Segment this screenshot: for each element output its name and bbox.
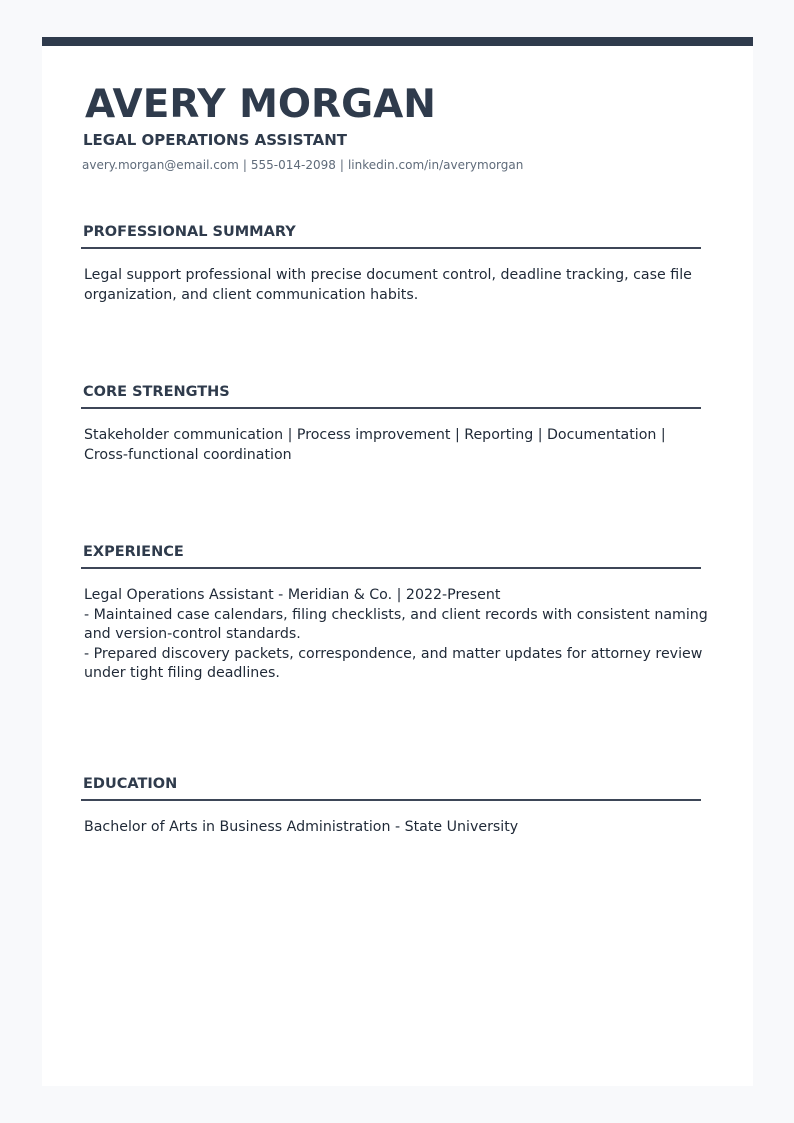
contact-phone[interactable]: 555-014-2098 (250, 158, 336, 172)
candidate-role: LEGAL OPERATIONS ASSISTANT (83, 131, 348, 149)
professional-summary-section (81, 222, 701, 305)
section-body (81, 586, 709, 684)
section-title: EDUCATION (83, 776, 178, 792)
education-section (81, 774, 701, 838)
resume-page (42, 37, 753, 1086)
section-divider (81, 799, 701, 801)
section-body (81, 426, 709, 465)
contact-linkedin[interactable]: linkedin.com/in/averymorgan (347, 158, 524, 172)
job-heading: Legal Operations Assistant - Meridian & Co. | 2022-Present (84, 587, 501, 603)
section-divider (81, 407, 701, 409)
section-divider (81, 247, 701, 249)
section-title: CORE STRENGTHS (83, 384, 230, 400)
education-text: Bachelor of Arts in Business Administration - State University (84, 819, 519, 835)
contact-separator: | (242, 158, 247, 172)
candidate-name: AVERY MORGAN (85, 82, 436, 127)
section-body (81, 266, 709, 305)
experience-bullet: - Maintained case calendars, filing checklists, and client records with consistent naming and version-control standards. (84, 606, 708, 642)
strengths-text: Stakeholder communication | Process improvement | Reporting | Documentation | Cross-functional coordination (84, 427, 666, 463)
contact-email[interactable]: avery.morgan@email.com (82, 158, 239, 172)
section-divider (81, 567, 701, 569)
summary-text: Legal support professional with precise document control, deadline tracking, case file organization, and client communication habits. (84, 267, 692, 303)
header-accent-bar (42, 37, 753, 46)
experience-bullet: - Prepared discovery packets, correspondence, and matter updates for attorney review under tight filing deadlines. (84, 645, 703, 681)
section-body (81, 818, 709, 838)
contact-line (82, 157, 523, 173)
section-title: EXPERIENCE (83, 544, 184, 560)
experience-section (81, 542, 708, 684)
section-title: PROFESSIONAL SUMMARY (83, 224, 296, 240)
contact-separator: | (339, 158, 344, 172)
core-strengths-section (81, 382, 701, 465)
